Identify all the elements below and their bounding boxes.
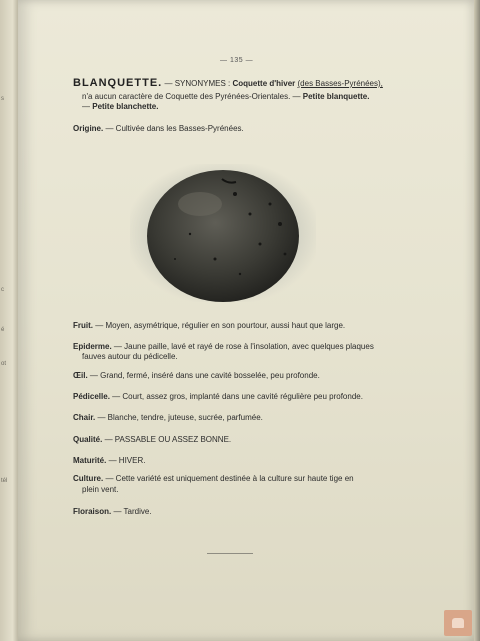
left-fragment: é xyxy=(1,327,5,333)
fruit-photo xyxy=(130,164,316,302)
bottom-rule xyxy=(207,553,253,554)
section-culture: Culture. — Cette variété est uniquement destinée à la culture sur haute tige en xyxy=(73,474,354,483)
synonym-2: Petite blanquette. xyxy=(302,92,370,101)
page-number: — 135 — xyxy=(220,57,254,64)
origin-label: Origine. xyxy=(73,124,104,133)
left-fragment: c xyxy=(1,287,4,293)
section-pedicelle: Pédicelle. — Court, assez gros, implanté dans une cavité régulière peu profonde. xyxy=(73,392,363,401)
synonym-main: Coquette d'hiver xyxy=(232,79,296,88)
section-epiderme: Epiderme. — Jaune paille, lavé et rayé de rose à l'insolation, avec quelques plaques xyxy=(73,342,374,351)
apple-photo-icon xyxy=(130,164,316,302)
section-fruit: Fruit. — Moyen, asymétrique, régulier en son pourtour, aussi haut que large. xyxy=(73,321,346,330)
section-qualite: Qualité. — PASSABLE OU ASSEZ BONNE. xyxy=(73,435,232,444)
synonym-3: Petite blanchette. xyxy=(92,102,159,111)
section-floraison: Floraison. — Tardive. xyxy=(73,507,152,516)
left-page-edge xyxy=(0,0,18,641)
synonym-region: (des Basses-Pyrénées), xyxy=(297,79,383,88)
section-oeil: Œil. — Grand, fermé, inséré dans une cavité bosselée, peu profonde. xyxy=(73,371,320,380)
variety-title: BLANQUETTE. xyxy=(73,77,163,89)
right-page-edge xyxy=(474,0,480,641)
heading-line-3: — Petite blanchette. xyxy=(82,102,159,111)
origin-text: — Cultivée dans les Basses-Pyrénées. xyxy=(103,124,244,133)
synonyms-label: SYNONYMES : xyxy=(174,79,233,88)
left-fragment: s xyxy=(1,96,4,102)
left-fragment: ot xyxy=(1,361,7,367)
section-chair: Chair. — Blanche, tendre, juteuse, sucrée, parfumée. xyxy=(73,413,263,422)
heading-line-1: BLANQUETTE. — SYNONYMES : Coquette d'hiver (des Basses-Pyrénées), xyxy=(73,77,383,89)
section-culture-cont: plein vent. xyxy=(82,485,119,494)
section-epiderme-cont: fauves autour du pédicelle. xyxy=(82,352,178,361)
logo-icon xyxy=(444,610,472,636)
left-fragment: tél xyxy=(1,478,8,484)
heading-line-2: n'a aucun caractère de Coquette des Pyrénées-Orientales. — Petite blanquette. xyxy=(82,92,370,101)
origin-line xyxy=(73,123,244,134)
section-maturite: Maturité. — HIVER. xyxy=(73,456,146,465)
logo-mark xyxy=(452,618,464,628)
